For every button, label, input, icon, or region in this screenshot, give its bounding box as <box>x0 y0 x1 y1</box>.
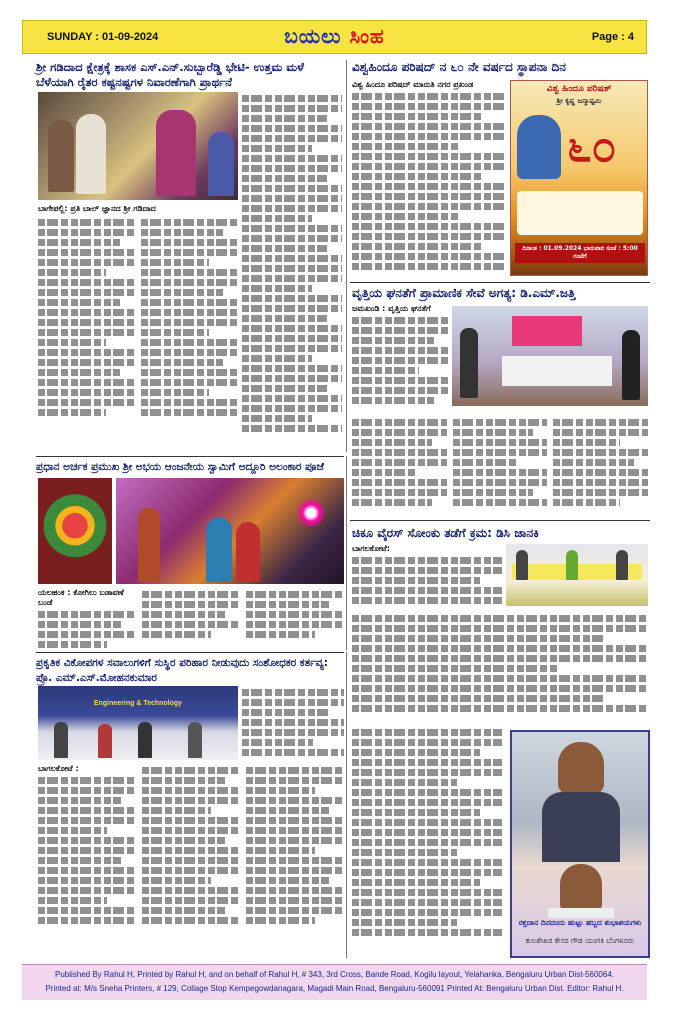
column-divider <box>346 456 347 650</box>
title-part-1: ಬಯಲು <box>284 24 342 48</box>
krishna-figure-icon <box>517 115 561 179</box>
vhp-body <box>352 80 506 276</box>
mla-visit-body-left <box>38 204 238 450</box>
title-part-2: ಸಿಂಹ <box>349 24 385 48</box>
temple-deity-photo <box>38 478 112 584</box>
mla-visit-lead: ಬಾಗೇಪಲ್ಲಿ: ಪ್ರತಿ ಬಾಲ್ ಜ್ಞಾನದ ಶ್ರೀ ಗಡಿದಾದ <box>38 204 156 213</box>
chikungunya-body-3 <box>352 726 502 958</box>
vhp-headline: ವಿಶ್ವಹಿಂದೂ ಪರಿಷದ್ ನ ೬೦ ನೇ ವರ್ಷದ ಸ್ಥಾಪನಾ ದಿನ <box>352 60 566 74</box>
mla-visit-body-right <box>242 92 342 450</box>
nature-body <box>38 764 344 958</box>
newspaper-title <box>23 24 646 48</box>
ad-caption-1: ರಕ್ತದಾನ ದಿನದಂದು ಹುಟ್ಟು ಹಬ್ಬದ ಶುಭಾಶಯಗಳು <box>518 918 642 927</box>
vhp-lead: ವಿಶ್ವ ಹಿಂದೂ ಪರಿಷದ್ ಮಾರುತಿ ನಗರ ಪ್ರಖಂಡ <box>352 80 474 89</box>
footer-line-1: Published By Rahul H, Printed by Rahul H, and on behalf of Rahul H, # 343, 3rd Cross, Bande Road, Kogilu layout, Yelahanka, Bengaluru Urban Dist-560064. <box>54 970 614 979</box>
issue-date: SUNDAY : 01-09-2024 <box>47 31 159 43</box>
chikungunya-headline: ಚಿಕೂ ವೈರಸ್ ಸೋಂಕು ತಡೆಗೆ ಕ್ರಮ: ಡಿಸಿ ಜಾನಕಿ <box>352 526 539 540</box>
mla-visit-headline: ಶ್ರೀ ಗಡಿದಾದ ಕ್ಷೇತ್ರಕ್ಕೆ ಶಾಸಕ ಎಸ್.ಎನ್.ಸುಬ್ಬಾರೆಡ್ಡಿ ಭೇಟಿ- ಉತ್ತಮ ಮಳೆ ಬೆಳೆಯಾಗಿ ರೈತರ ಕಷ್ಟನಷ್ಟಗಳ ನಿವಾರಣೆಗಾಗಿ ಪ್ರಾರ್ಥನೆ <box>36 60 304 89</box>
nature-banner-text: Engineering & Technology <box>93 700 183 707</box>
column-divider <box>346 652 347 958</box>
vhp-poster-date: ದಿನಾಂಕ : 01.09.2024 ಭಾನುವಾರ ಸಂಜೆ : 5:00 ಗಂಟೆಗೆ <box>515 243 645 263</box>
mla-visit-photo <box>38 92 238 200</box>
nature-headline: ಪ್ರಕೃತಿಕ ವಿಕೋಪಗಳ ಸವಾಲುಗಳಿಗೆ ಸುಸ್ಥಿರ ಪರಿಹಾರ ನೀಡುವುದು ಸಂಶೋಧಕರ ಕರ್ತವ್ಯ: ಪ್ರೊ. ಎಮ್.ಎಸ್.ಮೋಹನಕುಮಾರ <box>36 657 328 684</box>
rule <box>350 282 650 283</box>
rule <box>350 520 650 521</box>
profession-headline: ವೃತ್ತಿಯ ಘನತೆಗೆ ಪ್ರಾಮಾಣಿಕ ಸೇವೆ ಅಗತ್ಯ: ಡಿ.ಎಮ್.ಜತ್ತಿ <box>352 286 576 300</box>
vhp-poster-subtitle: ಶ್ರೀ ಕೃಷ್ಣ ಜನ್ಮಾಷ್ಟಮಿ <box>556 97 602 105</box>
temple-lead: ಯಲಹಂಕ : ಕೋಗಿಲು ಬಡಾವಣೆ ಬಂಡೆ <box>38 588 124 607</box>
temple-ceremony-photo <box>116 478 344 584</box>
vhp-poster <box>510 80 648 276</box>
nature-photo <box>38 686 238 760</box>
chikungunya-lead: ಬಾಗಲಕೋಟೆ: <box>352 544 390 553</box>
vhp-poster-title: ವಿಶ್ವ ಹಿಂದೂ ಪರಿಷತ್ <box>546 84 612 94</box>
imprint-footer <box>22 964 647 1000</box>
rule <box>36 652 344 653</box>
column-divider <box>346 60 347 452</box>
nature-body-right <box>242 686 344 760</box>
temple-body <box>38 588 344 648</box>
nature-lead: ಬಾಗಲಕೋಟೆ : <box>38 764 79 773</box>
page-number: Page : 4 <box>591 31 634 43</box>
profession-body-2 <box>352 416 648 516</box>
profession-lead: ಜಮಖಂಡಿ : ವೃತ್ತಿಯ ಘನತೆಗೆ <box>352 304 431 313</box>
person-portrait-icon <box>558 742 604 794</box>
chikungunya-body-1 <box>352 544 502 608</box>
ad-caption-2: ಕುಲಶೇಖರ ಕೇಸರ ಗೌಡ ಯಂಗಕಿ ಬೆಂಗಳೂರು <box>525 936 635 945</box>
masthead <box>22 20 647 54</box>
vhp-poster-60: ೬೦ <box>567 121 617 172</box>
chikungunya-body-2 <box>352 612 648 722</box>
profession-body-1 <box>352 304 448 414</box>
profession-photo <box>452 306 648 406</box>
rule <box>36 456 344 457</box>
temple-headline: ಪ್ರಧಾನ ಅರ್ಚಕ ಪ್ರಮುಖ ಶ್ರೀ ಅಭಯ ಆಂಜನೇಯ ಸ್ವಾಮಿಗೆ ಅದ್ದೂರಿ ಅಲಂಕಾರ ಪೂಜೆ <box>36 461 324 473</box>
footer-line-2: Printed at: M/s Sneha Printers, # 129, Collage Stop Kempegowdanagara, Magadi Main Road, Bengaluru-560091 Printed At: Bengaluru Urban Dist. Editor: Rahul H. <box>45 984 624 993</box>
chikungunya-photo <box>506 544 648 606</box>
birthday-ad <box>510 730 650 958</box>
